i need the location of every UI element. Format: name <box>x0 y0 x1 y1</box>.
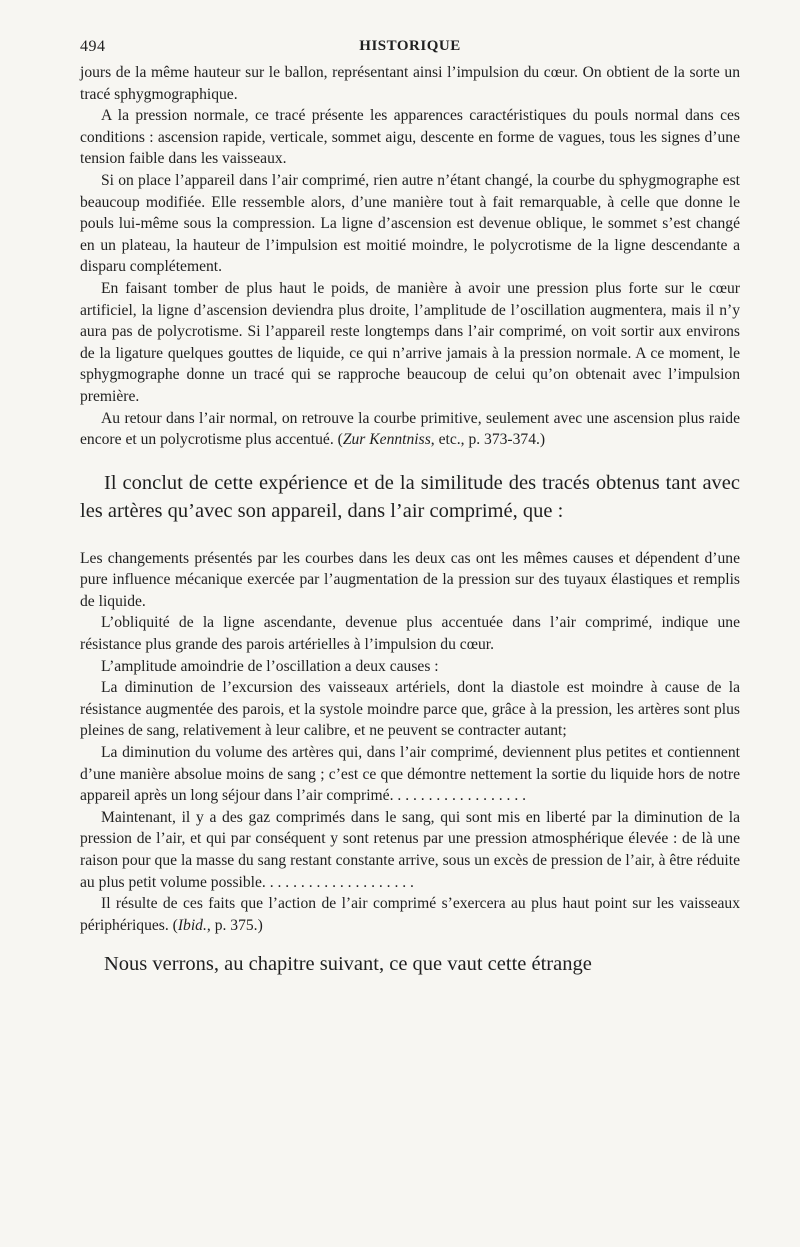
quoted-passage-1 <box>80 62 740 451</box>
closing-paragraph: Nous verrons, au chapitre suivant, ce que vaut cette étrange <box>104 953 592 976</box>
paragraph-text: Au retour dans l’air normal, on retrouve la courbe primitive, seulement avec une ascension plus raide encore et un polycrotisme plus accentué. ( <box>80 409 740 449</box>
paragraph: Maintenant, il y a des gaz comprimés dans le sang, qui sont mis en liberté par la diminution de la pression de l’air, et qui par conséquent y sont retenus par une pression atmosphérique élevée : de là une raison pour que la masse du sang restant constante arrive, sous un excès de pression de l’air, à être réduite au plus petit volume possible. . . . . . . . . . . . . . . . . . . . <box>80 808 740 891</box>
paragraph: En faisant tomber de plus haut le poids, de manière à avoir une pression plus forte sur le cœur artificiel, la ligne d’ascension deviendra plus droite, l’amplitude de l’oscillation augmentera, mais il n’y aura pas de polycrotisme. Si l’appareil reste longtemps dans l’air comprimé, on voit sortir aux environs de la ligature quelques gouttes de liquide, ce qui n’arrive jamais à la pression normale. A ce moment, le sphygmographe donne un tracé qui se rapproche beaucoup de celui qu’on obtenait avec l’impulsion première. <box>80 279 740 405</box>
paragraph: A la pression normale, ce tracé présente les apparences caractéristiques du pouls normal dans ces conditions : ascension rapide, verticale, sommet aigu, descente en forme de vagues, tous les signes d’une tension faible dans les vaisseaux. <box>80 107 740 168</box>
paragraph: L’amplitude amoindrie de l’oscillation a deux causes : <box>101 657 439 675</box>
paragraph: Les changements présentés par les courbes dans les deux cas ont les mêmes causes et dépendent d’une pure influence mécanique exercée par l’augmentation de la pression sur des tuyaux élastiques et remplis de liquide. <box>80 549 740 610</box>
citation-tail: , p. 375.) <box>206 916 263 934</box>
paragraph: Si on place l’appareil dans l’air comprimé, rien autre n’étant changé, la courbe du sphygmographe est beaucoup modifiée. Elle ressemble alors, d’une manière tout à fait remarquable, à celle que donne le pouls lui-même sous la compression. La ligne d’ascension est devenue oblique, le sommet s’est changé en un plateau, la hauteur de l’impulsion est moitié moindre, le polycrotisme de la ligne descendante a disparu complétement. <box>80 171 740 276</box>
page <box>80 36 740 978</box>
paragraph: L’obliquité de la ligne ascendante, devenue plus accentuée dans l’air comprimé, indique une résistance plus grande des parois artérielles à l’impulsion du cœur. <box>80 614 740 654</box>
paragraph: La diminution de l’excursion des vaisseaux artériels, dont la diastole est moindre à cause de la résistance augmentée des parois, et la systole moindre parce que, grâce à la pression, les artères sont plus pleines de sang, relativement à leur calibre, et ne peuvent se contracter autant; <box>80 679 740 740</box>
paragraph <box>80 408 740 451</box>
citation-title: Zur Kenntniss <box>342 431 431 449</box>
main-text <box>80 469 740 526</box>
closing-text <box>80 950 740 978</box>
page-number: 494 <box>80 38 106 55</box>
quoted-passage-2 <box>80 548 740 937</box>
paragraph-text: Il résulte de ces faits que l’action de l’air comprimé s’exercera au plus haut point sur les vaisseaux périphériques. ( <box>80 895 740 934</box>
citation-title: Ibid. <box>177 916 207 934</box>
main-paragraph: Il conclut de cette expérience et de la similitude des tracés obtenus tant avec les artères qu’avec son appareil, dans l’air comprimé, que : <box>80 471 740 523</box>
page-header <box>80 36 740 62</box>
running-title: HISTORIQUE <box>359 38 461 54</box>
paragraph: jours de la même hauteur sur le ballon, représentant ainsi l’impulsion du cœur. On obtient de la sorte un tracé sphygmographique. <box>80 64 740 103</box>
paragraph <box>80 893 740 936</box>
paragraph: La diminution du volume des artères qui, dans l’air comprimé, deviennent plus petites et contiennent d’une manière absolue moins de sang ; c’est ce que démontre nettement la sortie du liquide hors de notre appareil après un long séjour dans l’air comprimé. . . . . . . . . . . . . . . . . . <box>80 744 740 805</box>
citation-tail: , etc., p. 373-374.) <box>430 431 546 449</box>
